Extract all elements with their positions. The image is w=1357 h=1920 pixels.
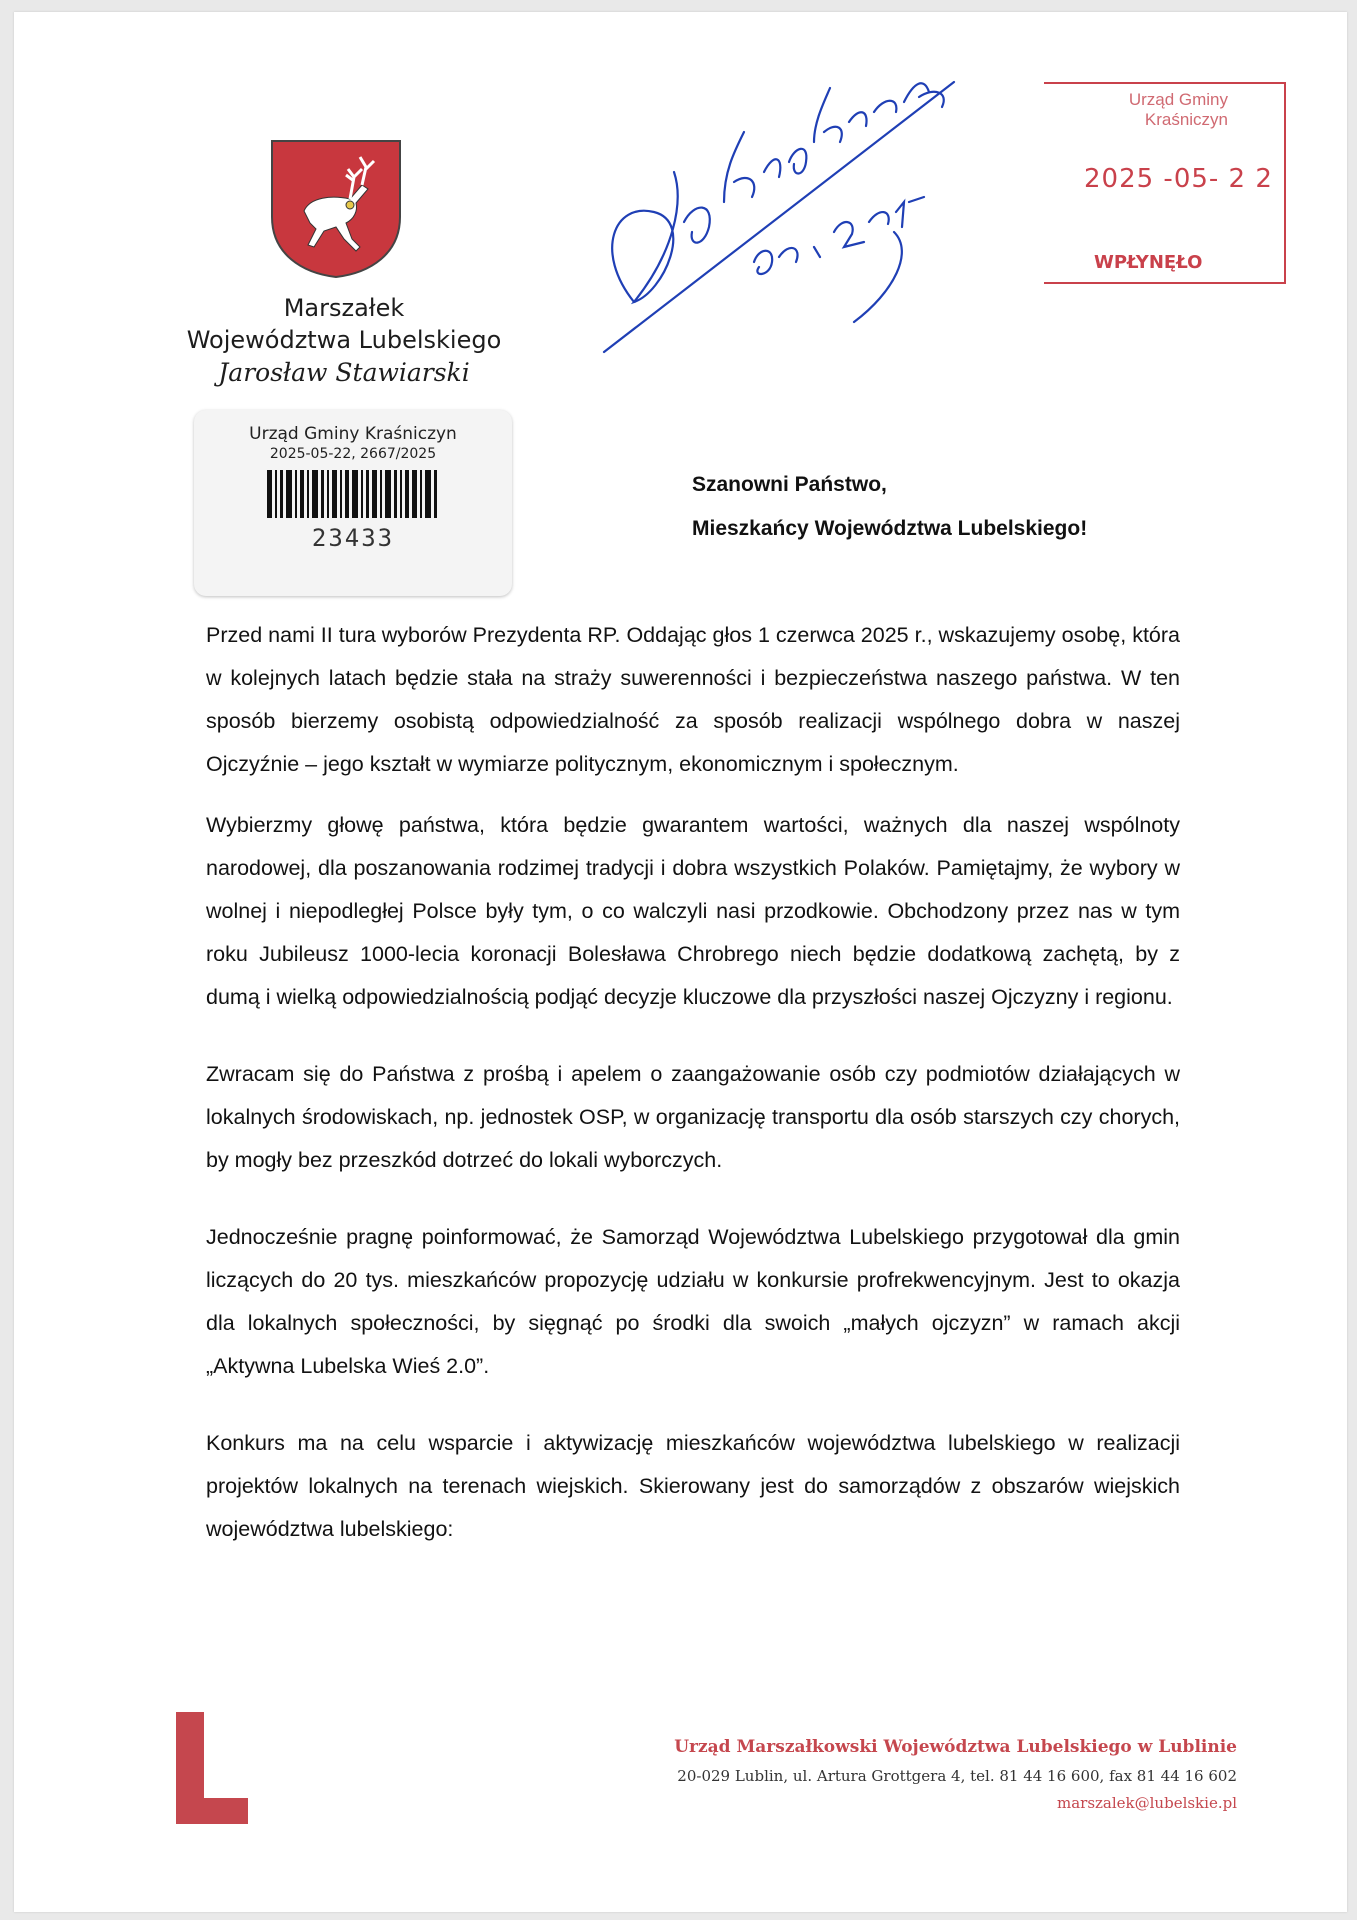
greeting-line1: Szanowni Państwo, — [692, 473, 887, 496]
sender-name: Jarosław Stawiarski — [218, 358, 470, 387]
registration-office: Urząd Gminy Kraśniczyn — [249, 424, 457, 444]
registration-date-number: 2025-05-22, 2667/2025 — [269, 446, 437, 462]
barcode-number: 23433 — [311, 524, 395, 552]
paragraph: Przed nami II tura wyborów Prezydenta RP. Oddając głos 1 czerwca 2025 r., wskazujemy osobę, która w kolejnych latach będzie stała na straży suwerenności i bezpieczeństwa naszego państwa. W ten sposób bierzemy osobistą odpowiedzialność za sposób realizacji wspólnego dobra w naszej Ojczyźnie – jego kształt w wymiarze politycznym, ekonomicznym i społecznym. — [206, 623, 1180, 776]
stamp-date: 2025 -05- 2 2 — [1084, 164, 1273, 194]
footer — [674, 1732, 1237, 1816]
footer-office: Urząd Marszałkowski Województwa Lubelskiego w Lublinie — [674, 1737, 1237, 1757]
lubelskie-logo-icon — [176, 1712, 248, 1824]
footer-address: 20-029 Lublin, ul. Artura Grottgera 4, tel. 81 44 16 600, fax 81 44 16 602 — [677, 1767, 1237, 1785]
stamp-received-label: WPŁYNĘŁO — [1094, 252, 1203, 273]
paragraph: Zwracam się do Państwa z prośbą i apelem o zaangażowanie osób czy podmiotów działających w lokalnych środowiskach, np. jednostek OSP, w organizację transportu dla osób starszych czy chorych, by mogły bez przeszkód dotrzeć do lokali wyborczych. — [206, 1062, 1180, 1172]
paragraph: Konkurs ma na celu wsparcie i aktywizację mieszkańców województwa lubelskiego w realizacji projektów lokalnych na terenach wiejskich. Skierowany jest do samorządów z obszarów wiejskich województwa lubelskiego: — [206, 1431, 1180, 1541]
handwritten-signature — [574, 52, 994, 372]
barcode — [194, 470, 512, 518]
greeting-line2: Mieszkańcy Województwa Lubelskiego! — [692, 517, 1088, 540]
sender-region: Województwa Lubelskiego — [186, 326, 502, 354]
stamp-office: Urząd Gminy Kraśniczyn — [1128, 90, 1228, 129]
footer-email: marszalek@lubelskie.pl — [1056, 1794, 1237, 1812]
coat-of-arms-icon — [270, 139, 402, 279]
sender-title: Marszałek — [283, 294, 405, 322]
letter-page — [14, 12, 1347, 1912]
registration-label — [194, 410, 512, 596]
paragraph: Jednocześnie pragnę poinformować, że Samorząd Województwa Lubelskiego przygotował dla gmin liczących do 20 tys. mieszkańców propozycję udziału w konkursie profrekwencyjnym. Jest to okazja dla lokalnych społeczności, by sięgnąć po środki dla swoich „małych ojczyzn” w ramach akcji „Aktywna Lubelska Wieś 2.0”. — [206, 1225, 1180, 1378]
letter-body — [206, 614, 1180, 1569]
sender-header — [154, 292, 534, 390]
received-stamp — [1044, 82, 1286, 284]
greeting — [692, 463, 1087, 551]
paragraph: Wybierzmy głowę państwa, która będzie gwarantem wartości, ważnych dla naszej wspólnoty narodowej, dla poszanowania rodzimej tradycji i dobra wszystkich Polaków. Pamiętajmy, że wybory w wolnej i niepodległej Polsce były tym, o co walczyli nasi przodkowie. Obchodzony przez nas w tym roku Jubileusz 1000-lecia koronacji Bolesława Chrobrego niech będzie dodatkową zachętą, by z dumą i wielką odpowiedzialnością podjąć decyzje kluczowe dla przyszłości naszej Ojczyzny i regionu. — [206, 813, 1180, 1009]
